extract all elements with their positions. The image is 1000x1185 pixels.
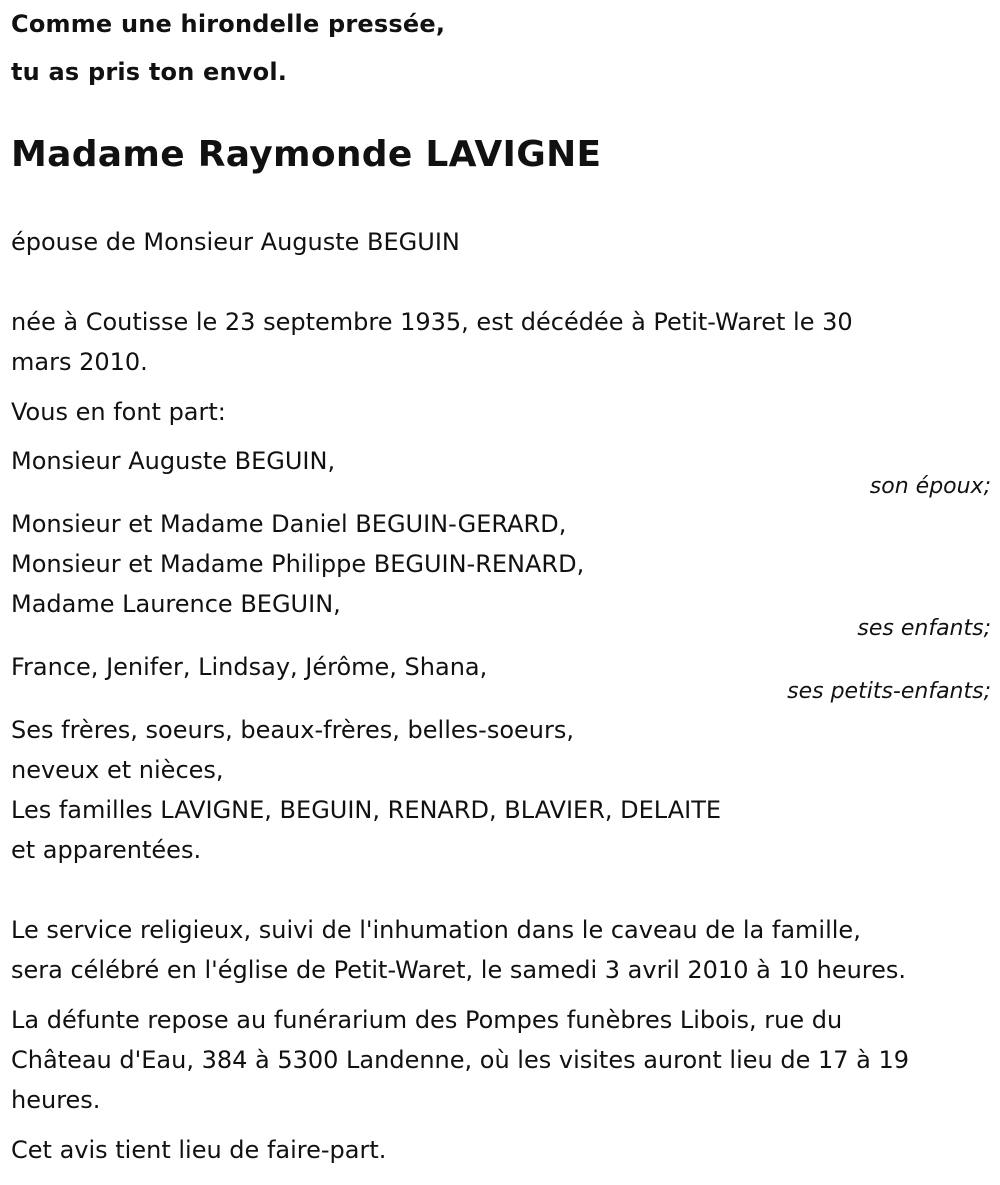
epigraph-line-1: Comme une hirondelle pressée,: [11, 10, 446, 38]
husband-name: Monsieur Auguste BEGUIN,: [11, 447, 336, 475]
birth-death-line-1: née à Coutisse le 23 septembre 1935, est décédée à Petit-Waret le 30: [11, 308, 853, 336]
other-family-3: Les familles LAVIGNE, BEGUIN, RENARD, BLAVIER, DELAITE: [11, 796, 722, 824]
child-1: Monsieur et Madame Daniel BEGUIN-GERARD,: [11, 510, 567, 538]
deceased-name: Madame Raymonde LAVIGNE: [11, 134, 602, 175]
birth-death-line-2: mars 2010.: [11, 348, 148, 376]
closing-line: Cet avis tient lieu de faire-part.: [11, 1136, 387, 1164]
other-family-4: et apparentées.: [11, 836, 202, 864]
children-role: ses enfants;: [857, 616, 991, 641]
grandchildren-names: France, Jenifer, Lindsay, Jérôme, Shana,: [11, 653, 488, 681]
repose-line-1: La défunte repose au funérarium des Pompes funèbres Libois, rue du: [11, 1006, 843, 1034]
child-2: Monsieur et Madame Philippe BEGUIN-RENARD,: [11, 550, 585, 578]
service-line-1: Le service religieux, suivi de l'inhumation dans le caveau de la famille,: [11, 916, 861, 944]
epigraph-line-2: tu as pris ton envol.: [11, 58, 288, 86]
child-3: Madame Laurence BEGUIN,: [11, 590, 341, 618]
repose-line-2: Château d'Eau, 384 à 5300 Landenne, où les visites auront lieu de 17 à 19: [11, 1046, 910, 1074]
repose-line-3: heures.: [11, 1086, 101, 1114]
other-family-2: neveux et nièces,: [11, 756, 224, 784]
other-family-1: Ses frères, soeurs, beaux-frères, belles-soeurs,: [11, 716, 574, 744]
husband-role: son époux;: [869, 474, 991, 499]
announce-line: Vous en font part:: [11, 398, 226, 426]
service-line-2: sera célébré en l'église de Petit-Waret, le samedi 3 avril 2010 à 10 heures.: [11, 956, 907, 984]
grandchildren-role: ses petits-enfants;: [787, 679, 991, 704]
spouse-line: épouse de Monsieur Auguste BEGUIN: [11, 228, 460, 256]
